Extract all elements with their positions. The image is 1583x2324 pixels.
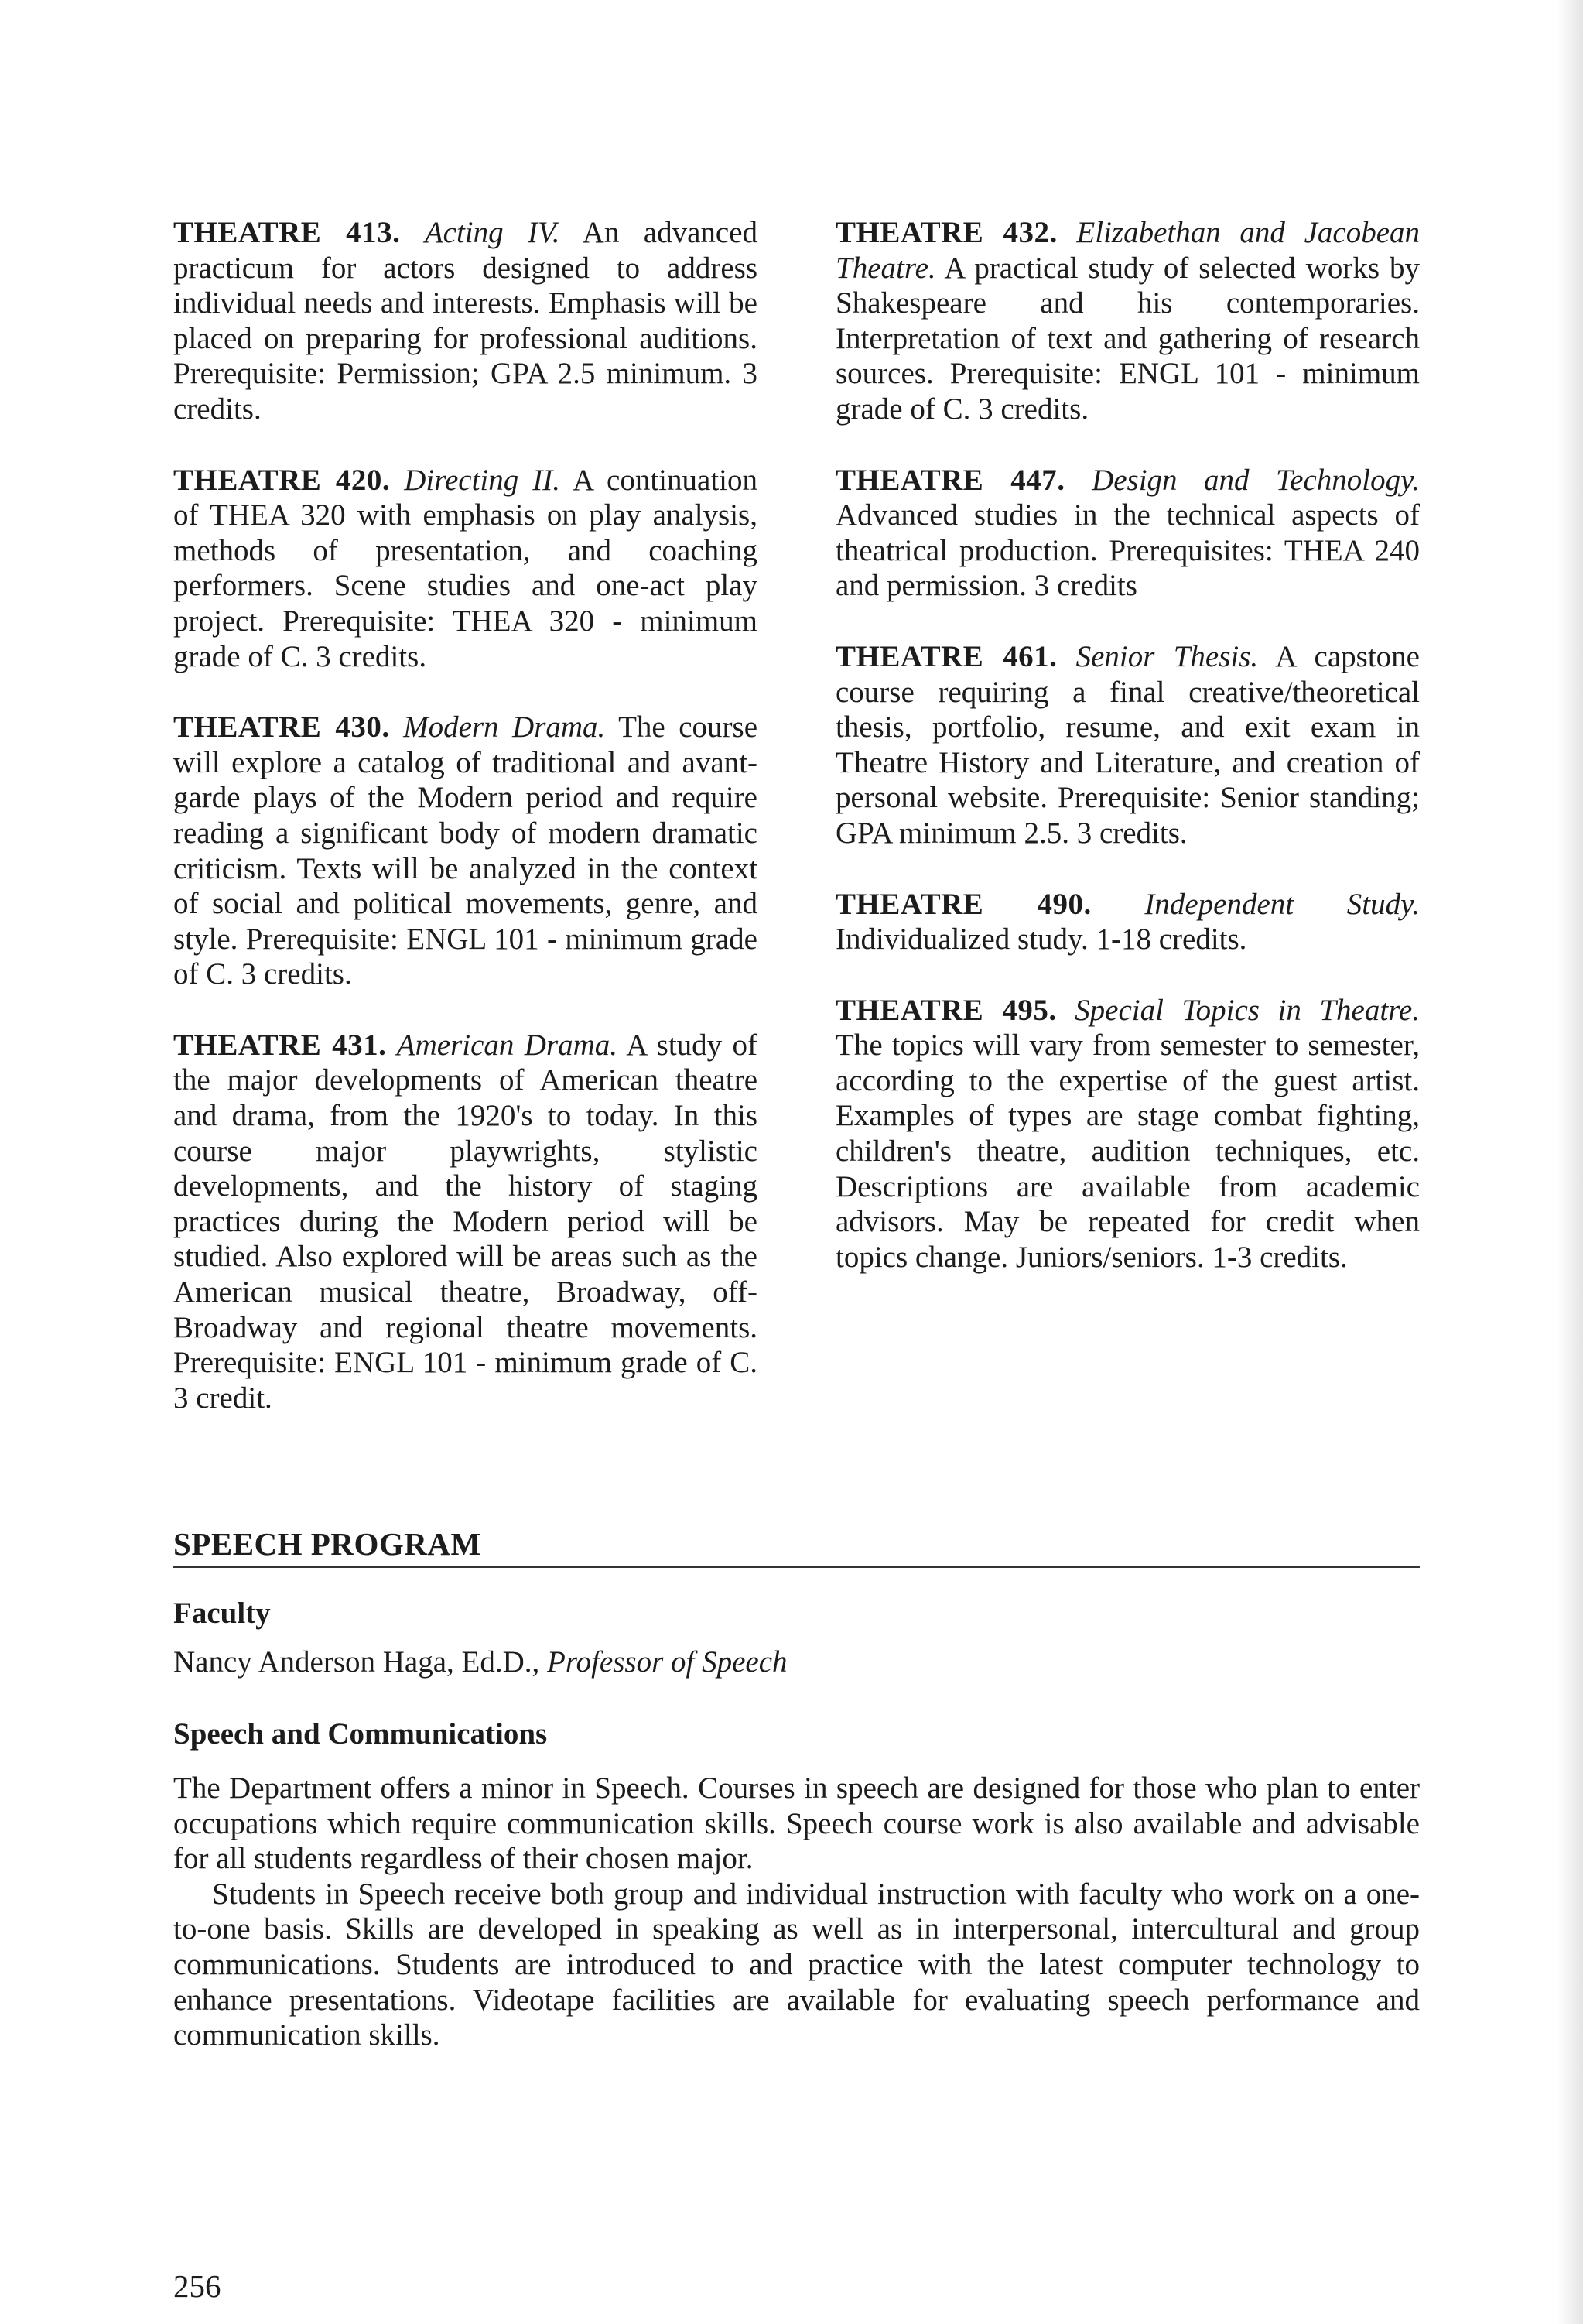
course-title: American Drama. (396, 1028, 618, 1062)
course-description: Individualized study. 1-18 credits. (836, 922, 1247, 957)
course-entry (836, 993, 1420, 1275)
course-description: A continuation of THEA 320 with emphasis on play analysis, methods of presentation, and coaching performers. Scene studies and one-act play project. Prerequisite: THEA 320 - minimum grade of C. 3 credits. (173, 463, 757, 673)
course-title: Modern Drama. (403, 710, 606, 744)
paragraph: The Department offers a minor in Speech. Courses in speech are designed for those who plan to enter occupations which require communication skills. Speech course work is also available and advisable for all students regardless of their chosen major. (173, 1771, 1420, 1876)
course-code: THEATRE 432. (836, 216, 1058, 249)
course-code: THEATRE 495. (836, 993, 1057, 1027)
course-description: The topics will vary from semester to semester, according to the expertise of the guest artist. Examples of types are stage combat fighting, children's theatre, audition techniques, etc. Descriptions are available from academic advisors. May be repeated for credit when topics change. Juniors/seniors. 1-3 credits. (836, 1029, 1420, 1274)
course-code: THEATRE 431. (173, 1028, 387, 1062)
course-entry (836, 639, 1420, 851)
course-entry (173, 215, 757, 427)
course-entry (173, 1028, 757, 1416)
course-description: The course will explore a catalog of traditional and avant-garde plays of the Modern period and require reading a significant body of modern dramatic criticism. Texts will be analyzed in the context of social and political movements, genre, and style. Prerequisite: ENGL 101 - minimum grade of C. 3 credits. (173, 710, 758, 991)
course-entry (173, 463, 757, 675)
course-entry (836, 463, 1420, 604)
course-title: Special Topics in Theatre. (1075, 993, 1420, 1027)
course-description: A capstone course requiring a final creative/theoretical thesis, portfolio, resume, and exit exam in Theatre History and Literature, and creation of personal website. Prerequisite: Senior standing; GPA minimum 2.5. 3 credits. (836, 639, 1420, 850)
course-code: THEATRE 420. (173, 463, 391, 497)
faculty-role: Professor of Speech (547, 1645, 788, 1679)
course-code: THEATRE 490. (836, 887, 1092, 921)
course-title: Design and Technology. (1092, 463, 1420, 497)
speech-description (173, 1771, 1420, 2053)
faculty-name: Nancy Anderson Haga, Ed.D., (173, 1645, 540, 1679)
page-edge-shadow (1557, 0, 1583, 2324)
course-description: Advanced studies in the technical aspects of theatrical production. Prerequisites: THEA 240 and permission. 3 credits (836, 498, 1420, 603)
course-column-left (173, 215, 757, 1451)
course-description: A study of the major developments of American theatre and drama, from the 1920's to today. In this course major playwrights, stylistic developments, and the history of staging practices during the Modern period will be studied. Also explored will be areas such as the American musical theatre, Broadway, off-Broadway and regional theatre movements. Prerequisite: ENGL 101 - minimum grade of C. 3 credit. (173, 1028, 757, 1415)
paragraph: Students in Speech receive both group and individual instruction with faculty who work on a one-to-one basis. Skills are developed in speaking as well as in interpersonal, intercultural and group communications. Students are introduced to and practice with the latest computer technology to enhance presentations. Videotape facilities are available for evaluating speech performance and communication skills. (173, 1877, 1420, 2052)
course-title: Acting IV. (424, 216, 560, 249)
course-code: THEATRE 430. (173, 710, 390, 744)
course-column-right (836, 215, 1420, 1310)
section-heading: SPEECH PROGRAM (173, 1525, 1420, 1568)
page-number: 256 (173, 2268, 221, 2304)
course-title: Directing II. (404, 463, 561, 497)
course-code: THEATRE 461. (836, 639, 1058, 673)
course-description: A practical study of selected works by Shakespeare and his contemporaries. Interpretation of text and gathering of research sources. Prerequisite: ENGL 101 - minimum grade of C. 3 credits. (836, 251, 1420, 426)
course-code: THEATRE 413. (173, 216, 401, 249)
subsection-heading: Speech and Communications (173, 1717, 548, 1751)
faculty-entry (173, 1645, 788, 1679)
course-code: THEATRE 447. (836, 463, 1065, 497)
course-title: Independent Study. (1144, 887, 1420, 921)
course-entry (836, 887, 1420, 957)
course-title: Senior Thesis. (1075, 639, 1259, 673)
course-description: An advanced practicum for actors designed to address individual needs and interests. Emphasis will be placed on preparing for professional auditions. Prerequisite: Permission; GPA 2.5 minimum. 3 credits. (173, 216, 758, 426)
course-entry (173, 710, 757, 992)
faculty-heading: Faculty (173, 1597, 271, 1630)
course-title: Elizabethan and Jacobean Theatre. (836, 216, 1421, 285)
course-entry (836, 215, 1420, 427)
